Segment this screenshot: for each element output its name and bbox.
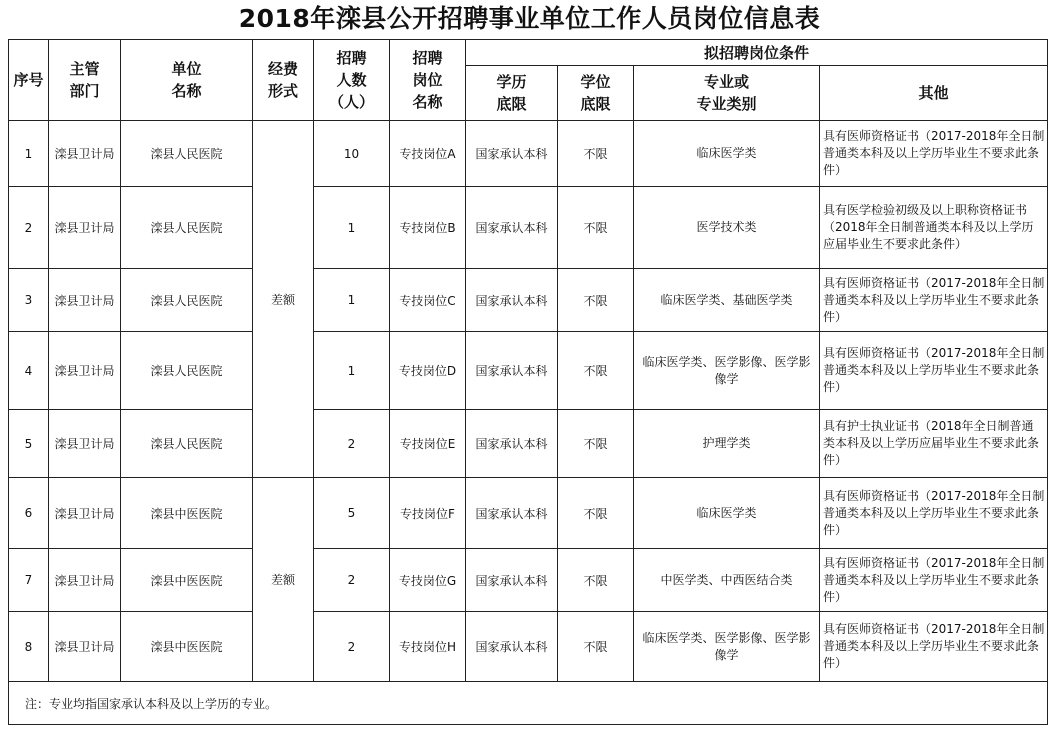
cell-major: 护理学类 (634, 410, 820, 478)
cell-major: 医学技术类 (634, 187, 820, 269)
cell-post: 专技岗位G (390, 549, 466, 612)
cell-count: 1 (314, 332, 390, 410)
table-row (9, 269, 1048, 332)
cell-other: 具有医师资格证书（2017-2018年全日制普通类本科及以上学历毕业生不要求此条件） (820, 549, 1048, 612)
cell-unit: 滦县人民医院 (121, 121, 253, 187)
cell-dept: 滦县卫计局 (49, 549, 121, 612)
cell-unit: 滦县中医医院 (121, 612, 253, 682)
cell-seq: 3 (9, 269, 49, 332)
header-dept: 主管 部门 (49, 40, 121, 121)
cell-degree: 不限 (558, 549, 634, 612)
cell-degree: 不限 (558, 410, 634, 478)
cell-major: 临床医学类、医学影像、医学影像学 (634, 612, 820, 682)
page-title: 2018年滦县公开招聘事业单位工作人员岗位信息表 (238, 4, 821, 33)
table-note: 注：专业均指国家承认本科及以上学历的专业。 (9, 682, 1048, 725)
cell-degree: 不限 (558, 478, 634, 549)
cell-edu: 国家承认本科 (466, 410, 558, 478)
cell-other: 具有医师资格证书（2017-2018年全日制普通类本科及以上学历毕业生不要求此条件） (820, 478, 1048, 549)
cell-count: 5 (314, 478, 390, 549)
header-degree: 学位 底限 (558, 66, 634, 121)
header-count: 招聘 人数 （人） (314, 40, 390, 121)
header-other: 其他 (820, 66, 1048, 121)
header-post: 招聘 岗位 名称 (390, 40, 466, 121)
cell-edu: 国家承认本科 (466, 332, 558, 410)
table-row (9, 549, 1048, 612)
cell-post: 专技岗位F (390, 478, 466, 549)
cell-dept: 滦县卫计局 (49, 121, 121, 187)
cell-seq: 8 (9, 612, 49, 682)
cell-seq: 1 (9, 121, 49, 187)
cell-post: 专技岗位B (390, 187, 466, 269)
cell-count: 2 (314, 410, 390, 478)
cell-count: 1 (314, 187, 390, 269)
cell-unit: 滦县中医医院 (121, 478, 253, 549)
cell-dept: 滦县卫计局 (49, 269, 121, 332)
cell-unit: 滦县人民医院 (121, 187, 253, 269)
table-row (9, 478, 1048, 549)
cell-seq: 7 (9, 549, 49, 612)
table-row (9, 187, 1048, 269)
position-info-table (8, 39, 1048, 725)
cell-other: 具有医师资格证书（2017-2018年全日制普通类本科及以上学历毕业生不要求此条件） (820, 612, 1048, 682)
table-row (9, 332, 1048, 410)
cell-post: 专技岗位E (390, 410, 466, 478)
cell-dept: 滦县卫计局 (49, 612, 121, 682)
cell-major: 临床医学类 (634, 121, 820, 187)
cell-major: 临床医学类、医学影像、医学影像学 (634, 332, 820, 410)
cell-post: 专技岗位A (390, 121, 466, 187)
cell-dept: 滦县卫计局 (49, 187, 121, 269)
cell-other: 具有医师资格证书（2017-2018年全日制普通类本科及以上学历毕业生不要求此条件） (820, 332, 1048, 410)
header-major: 专业或 专业类别 (634, 66, 820, 121)
cell-major: 中医学类、中西医结合类 (634, 549, 820, 612)
cell-edu: 国家承认本科 (466, 269, 558, 332)
cell-other: 具有护士执业证书（2018年全日制普通类本科及以上学历应届毕业生不要求此条件） (820, 410, 1048, 478)
cell-seq: 4 (9, 332, 49, 410)
cell-dept: 滦县卫计局 (49, 478, 121, 549)
cell-count: 2 (314, 612, 390, 682)
cell-seq: 6 (9, 478, 49, 549)
cell-edu: 国家承认本科 (466, 478, 558, 549)
cell-count: 10 (314, 121, 390, 187)
cell-degree: 不限 (558, 121, 634, 187)
cell-unit: 滦县中医医院 (121, 549, 253, 612)
cell-post: 专技岗位H (390, 612, 466, 682)
note-row (9, 682, 1048, 725)
cell-major: 临床医学类、基础医学类 (634, 269, 820, 332)
header-seq: 序号 (9, 40, 49, 121)
cell-edu: 国家承认本科 (466, 549, 558, 612)
cell-other: 具有医学检验初级及以上职称资格证书（2018年全日制普通类本科及以上学历应届毕业生不要求此条件） (820, 187, 1048, 269)
cell-count: 2 (314, 549, 390, 612)
cell-other: 具有医师资格证书（2017-2018年全日制普通类本科及以上学历毕业生不要求此条件） (820, 269, 1048, 332)
cell-post: 专技岗位D (390, 332, 466, 410)
header-conditions: 拟招聘岗位条件 (466, 40, 1048, 66)
cell-funding: 差额 (253, 478, 314, 682)
cell-unit: 滦县人民医院 (121, 410, 253, 478)
cell-other: 具有医师资格证书（2017-2018年全日制普通类本科及以上学历毕业生不要求此条件） (820, 121, 1048, 187)
cell-dept: 滦县卫计局 (49, 332, 121, 410)
cell-count: 1 (314, 269, 390, 332)
cell-edu: 国家承认本科 (466, 612, 558, 682)
cell-degree: 不限 (558, 612, 634, 682)
cell-edu: 国家承认本科 (466, 187, 558, 269)
cell-seq: 2 (9, 187, 49, 269)
cell-unit: 滦县人民医院 (121, 269, 253, 332)
table-row (9, 410, 1048, 478)
cell-post: 专技岗位C (390, 269, 466, 332)
cell-degree: 不限 (558, 332, 634, 410)
cell-funding: 差额 (253, 121, 314, 478)
header-funding: 经费 形式 (253, 40, 314, 121)
table-row (9, 121, 1048, 187)
table-row (9, 612, 1048, 682)
cell-seq: 5 (9, 410, 49, 478)
cell-major: 临床医学类 (634, 478, 820, 549)
header-unit: 单位 名称 (121, 40, 253, 121)
cell-degree: 不限 (558, 269, 634, 332)
cell-unit: 滦县人民医院 (121, 332, 253, 410)
cell-degree: 不限 (558, 187, 634, 269)
header-edu: 学历 底限 (466, 66, 558, 121)
cell-dept: 滦县卫计局 (49, 410, 121, 478)
cell-edu: 国家承认本科 (466, 121, 558, 187)
